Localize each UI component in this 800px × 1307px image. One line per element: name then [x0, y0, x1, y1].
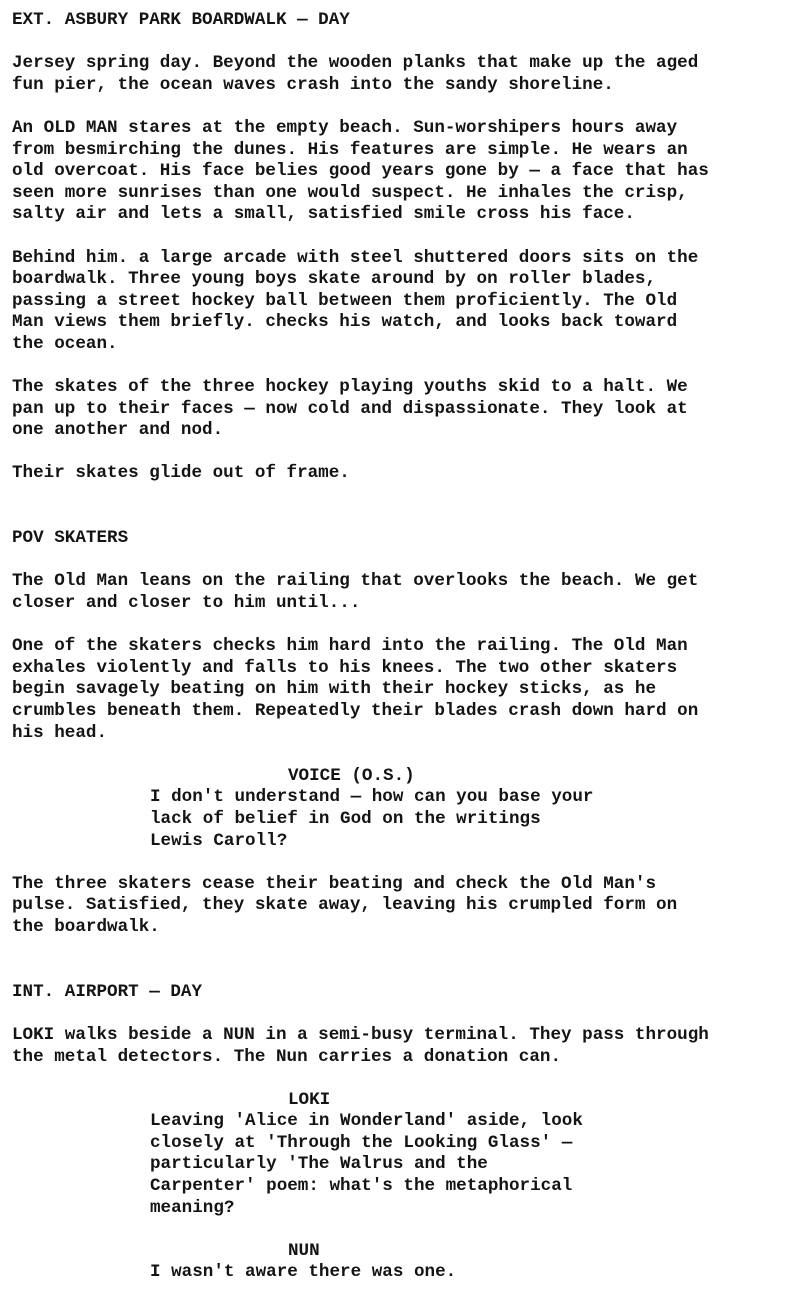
- action-line: closer and closer to him until...: [12, 593, 361, 614]
- action-line: Their skates glide out of frame.: [12, 463, 350, 484]
- action-line: salty air and lets a small, satisfied smile cross his face.: [12, 204, 635, 225]
- character-name: NUN: [288, 1240, 320, 1261]
- action-line: one another and nod.: [12, 420, 224, 441]
- action-paragraph: [12, 118, 792, 226]
- blank-line: [12, 852, 792, 874]
- dialogue-line: I wasn't aware there was one.: [150, 1262, 457, 1283]
- action-line: the boardwalk.: [12, 916, 160, 937]
- dialogue-line: Lewis Caroll?: [150, 830, 288, 851]
- dialogue-block: [12, 787, 792, 852]
- action-line: crumbles beneath them. Repeatedly their blades crash down hard on: [12, 701, 699, 721]
- blank-line: [12, 1068, 792, 1090]
- action-line: passing a street hockey ball between them proficiently. The Old: [12, 290, 678, 311]
- action-line: his head.: [12, 722, 108, 743]
- blank-line: [12, 96, 792, 118]
- blank-line: [12, 442, 792, 464]
- blank-line: [12, 507, 792, 529]
- dialogue-line: meaning?: [150, 1197, 235, 1218]
- action-paragraph: [12, 874, 792, 939]
- dialogue-block: [12, 1262, 792, 1284]
- action-line: pulse. Satisfied, they skate away, leaving his crumpled form on: [12, 895, 678, 916]
- action-line: fun pier, the ocean waves crash into the sandy shoreline.: [12, 74, 614, 95]
- scene-heading: INT. AIRPORT — DAY: [12, 981, 203, 1002]
- action-line: An OLD MAN stares at the empty beach. Sun-worshipers hours away: [12, 117, 678, 138]
- action-line: old overcoat. His face belies good years gone by — a face that has: [12, 161, 709, 182]
- blank-line: [12, 615, 792, 637]
- blank-line: [12, 485, 792, 507]
- action-line: Behind him. a large arcade with steel shuttered doors sits on the: [12, 247, 699, 268]
- action-paragraph: [12, 1025, 792, 1068]
- action-line: boardwalk. Three young boys skate around by on roller blades,: [12, 269, 657, 290]
- blank-line: [12, 550, 792, 572]
- action-line: exhales violently and falls to his knees. The two other skaters: [12, 657, 678, 678]
- character-name: VOICE (O.S.): [288, 765, 415, 786]
- action-paragraph: [12, 571, 792, 614]
- dialogue-line: closely at 'Through the Looking Glass' —: [150, 1132, 573, 1153]
- dialogue-line: I don't understand — how can you base your: [150, 787, 594, 808]
- action-line: The Old Man leans on the railing that overlooks the beach. We get: [12, 571, 699, 592]
- blank-line: [12, 1003, 792, 1025]
- dialogue-line: particularly 'The Walrus and the: [150, 1154, 488, 1175]
- dialogue-block: [12, 1111, 792, 1219]
- scene-heading: POV SKATERS: [12, 528, 129, 549]
- dialogue-line: lack of belief in God on the writings: [150, 808, 541, 829]
- action-line: the metal detectors. The Nun carries a donation can.: [12, 1046, 562, 1067]
- action-paragraph: [12, 377, 792, 442]
- blank-line: [12, 744, 792, 766]
- action-line: One of the skaters checks him hard into the railing. The Old Man: [12, 636, 688, 657]
- action-paragraph: [12, 463, 792, 485]
- action-line: The three skaters cease their beating and check the Old Man's: [12, 873, 657, 894]
- action-paragraph: [12, 636, 792, 744]
- blank-line: [12, 226, 792, 248]
- screenplay-page: [12, 10, 792, 1284]
- action-line: seen more sunrises than one would suspect. He inhales the crisp,: [12, 182, 688, 203]
- action-paragraph: [12, 248, 792, 356]
- action-line: Man views them briefly. checks his watch, and looks back toward: [12, 312, 678, 333]
- action-line: LOKI walks beside a NUN in a semi-busy terminal. They pass through: [12, 1024, 709, 1045]
- action-line: The skates of the three hockey playing youths skid to a halt. We: [12, 377, 688, 398]
- action-line: pan up to their faces — now cold and dispassionate. They look at: [12, 398, 688, 419]
- character-name: LOKI: [288, 1089, 331, 1110]
- action-paragraph: [12, 53, 792, 96]
- blank-line: [12, 356, 792, 378]
- blank-line: [12, 32, 792, 54]
- action-line: begin savagely beating on him with their hockey sticks, as he: [12, 679, 657, 700]
- scene-heading: EXT. ASBURY PARK BOARDWALK — DAY: [12, 10, 350, 30]
- action-line: Jersey spring day. Beyond the wooden planks that make up the aged: [12, 53, 699, 74]
- blank-line: [12, 960, 792, 982]
- blank-line: [12, 939, 792, 961]
- action-line: from besmirching the dunes. His features are simple. He wears an: [12, 139, 688, 160]
- action-line: the ocean.: [12, 333, 118, 354]
- dialogue-line: Leaving 'Alice in Wonderland' aside, look: [150, 1111, 583, 1132]
- dialogue-line: Carpenter' poem: what's the metaphorical: [150, 1176, 573, 1197]
- blank-line: [12, 1219, 792, 1241]
